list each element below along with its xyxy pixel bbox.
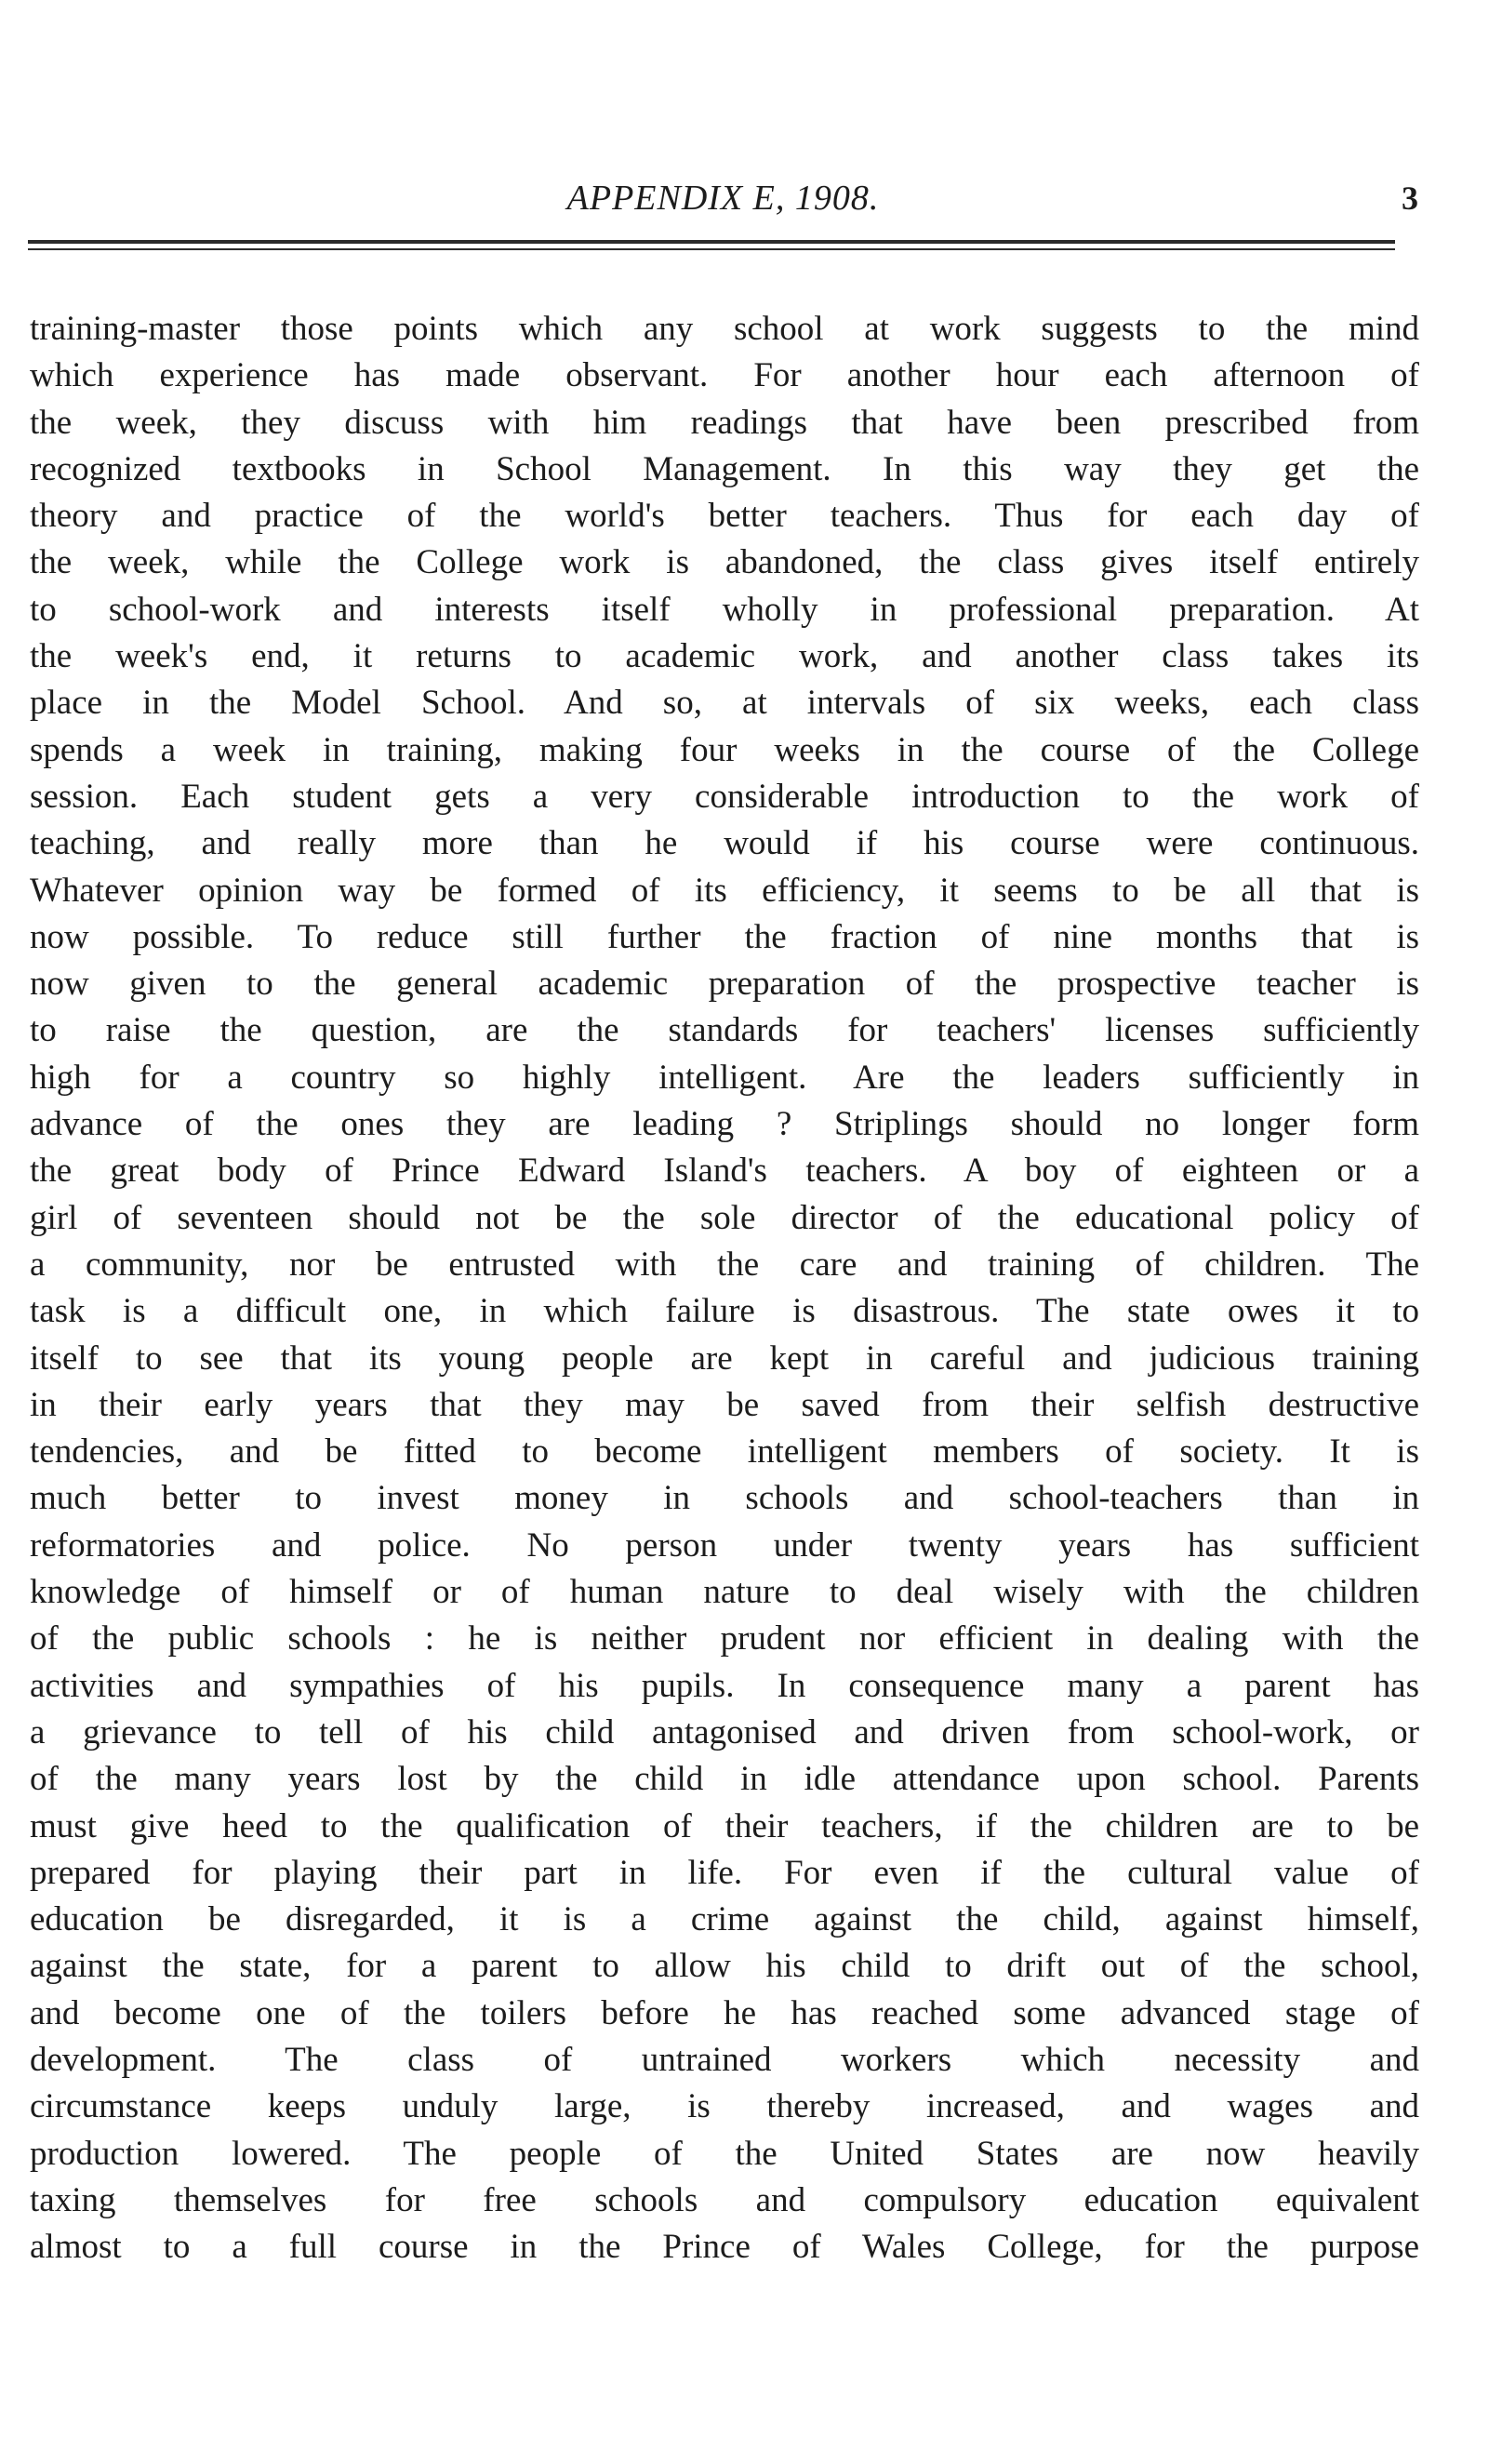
- text-line: taxing themselves for free schools and compulsory education equivalent: [30, 2180, 1419, 2219]
- text-line: training-master those points which any school at work suggests to the mind: [30, 310, 1419, 348]
- text-line: place in the Model School. And so, at intervals of six weeks, each class: [30, 684, 1419, 723]
- text-line: session. Each student gets a very considerable introduction to the work of: [30, 777, 1419, 816]
- text-line: and become one of the toilers before he has reached some advanced stage of: [30, 1993, 1419, 2032]
- text-line: of the public schools : he is neither prudent nor efficient in dealing with the: [30, 1619, 1419, 1658]
- text-line: recognized textbooks in School Management. In this way they get the: [30, 449, 1419, 488]
- text-line: must give heed to the qualification of their teachers, if the children are to be: [30, 1806, 1419, 1845]
- text-line: against the state, for a parent to allow his child to drift out of the school,: [30, 1947, 1419, 1986]
- text-line: tendencies, and be fitted to become intelligent members of society. It is: [30, 1432, 1419, 1472]
- text-line: of the many years lost by the child in idle attendance upon school. Parents: [30, 1760, 1419, 1799]
- text-line: now possible. To reduce still further the fraction of nine months that is: [30, 917, 1419, 956]
- text-line: activities and sympathies of his pupils. In consequence many a parent has: [30, 1666, 1419, 1705]
- text-line: education be disregarded, it is a crime against the child, against himself,: [30, 1900, 1419, 1939]
- text-line: a community, nor be entrusted with the care and training of children. The: [30, 1245, 1419, 1284]
- text-line: reformatories and police. No person under twenty years has sufficient: [30, 1525, 1419, 1565]
- text-line: the week, they discuss with him readings that have been prescribed from: [30, 403, 1419, 442]
- text-line: in their early years that they may be saved from their selfish destructive: [30, 1385, 1419, 1424]
- text-line: the week, while the College work is abandoned, the class gives itself entirely: [30, 543, 1419, 582]
- text-line: advance of the ones they are leading ? Striplings should no longer form: [30, 1105, 1419, 1144]
- text-line: circumstance keeps unduly large, is thereby increased, and wages and: [30, 2087, 1419, 2126]
- body-text: [30, 306, 1419, 2287]
- page-number: 3: [1402, 180, 1418, 217]
- text-line: to school-work and interests itself wholly in professional preparation. At: [30, 590, 1419, 629]
- text-line: production lowered. The people of the United States are now heavily: [30, 2134, 1419, 2173]
- text-line: which experience has made observant. For another hour each afternoon of: [30, 356, 1419, 395]
- text-line: much better to invest money in schools and school-teachers than in: [30, 1479, 1419, 1518]
- text-line: almost to a full course in the Prince of Wales College, for the purpose: [30, 2228, 1419, 2267]
- text-line: development. The class of untrained workers which necessity and: [30, 2040, 1419, 2079]
- text-line: theory and practice of the world's better teachers. Thus for each day of: [30, 497, 1419, 536]
- text-line: girl of seventeen should not be the sole director of the educational policy of: [30, 1198, 1419, 1237]
- page-header: [28, 170, 1418, 226]
- text-line: Whatever opinion way be formed of its efficiency, it seems to be all that is: [30, 871, 1419, 910]
- text-line: task is a difficult one, in which failure is disastrous. The state owes it to: [30, 1292, 1419, 1331]
- text-line: the week's end, it returns to academic work, and another class takes its: [30, 637, 1419, 676]
- text-line: a grievance to tell of his child antagonised and driven from school-work, or: [30, 1712, 1419, 1751]
- running-head: APPENDIX E, 1908.: [566, 179, 880, 218]
- text-line: prepared for playing their part in life. For even if the cultural value of: [30, 1853, 1419, 1892]
- text-line: the great body of Prince Edward Island's teachers. A boy of eighteen or a: [30, 1152, 1419, 1191]
- text-line: itself to see that its young people are kept in careful and judicious training: [30, 1339, 1419, 1378]
- text-line: teaching, and really more than he would if his course were continuous.: [30, 824, 1419, 863]
- header-rule-thick: [28, 240, 1395, 244]
- text-line: now given to the general academic preparation of the prospective teacher is: [30, 965, 1419, 1004]
- header-rule-thin: [28, 248, 1395, 250]
- text-line: knowledge of himself or of human nature to deal wisely with the children: [30, 1573, 1419, 1612]
- text-line: high for a country so highly intelligent. Are the leaders sufficiently in: [30, 1058, 1419, 1097]
- text-line: to raise the question, are the standards for teachers' licenses sufficiently: [30, 1011, 1419, 1050]
- text-line: spends a week in training, making four weeks in the course of the College: [30, 730, 1419, 769]
